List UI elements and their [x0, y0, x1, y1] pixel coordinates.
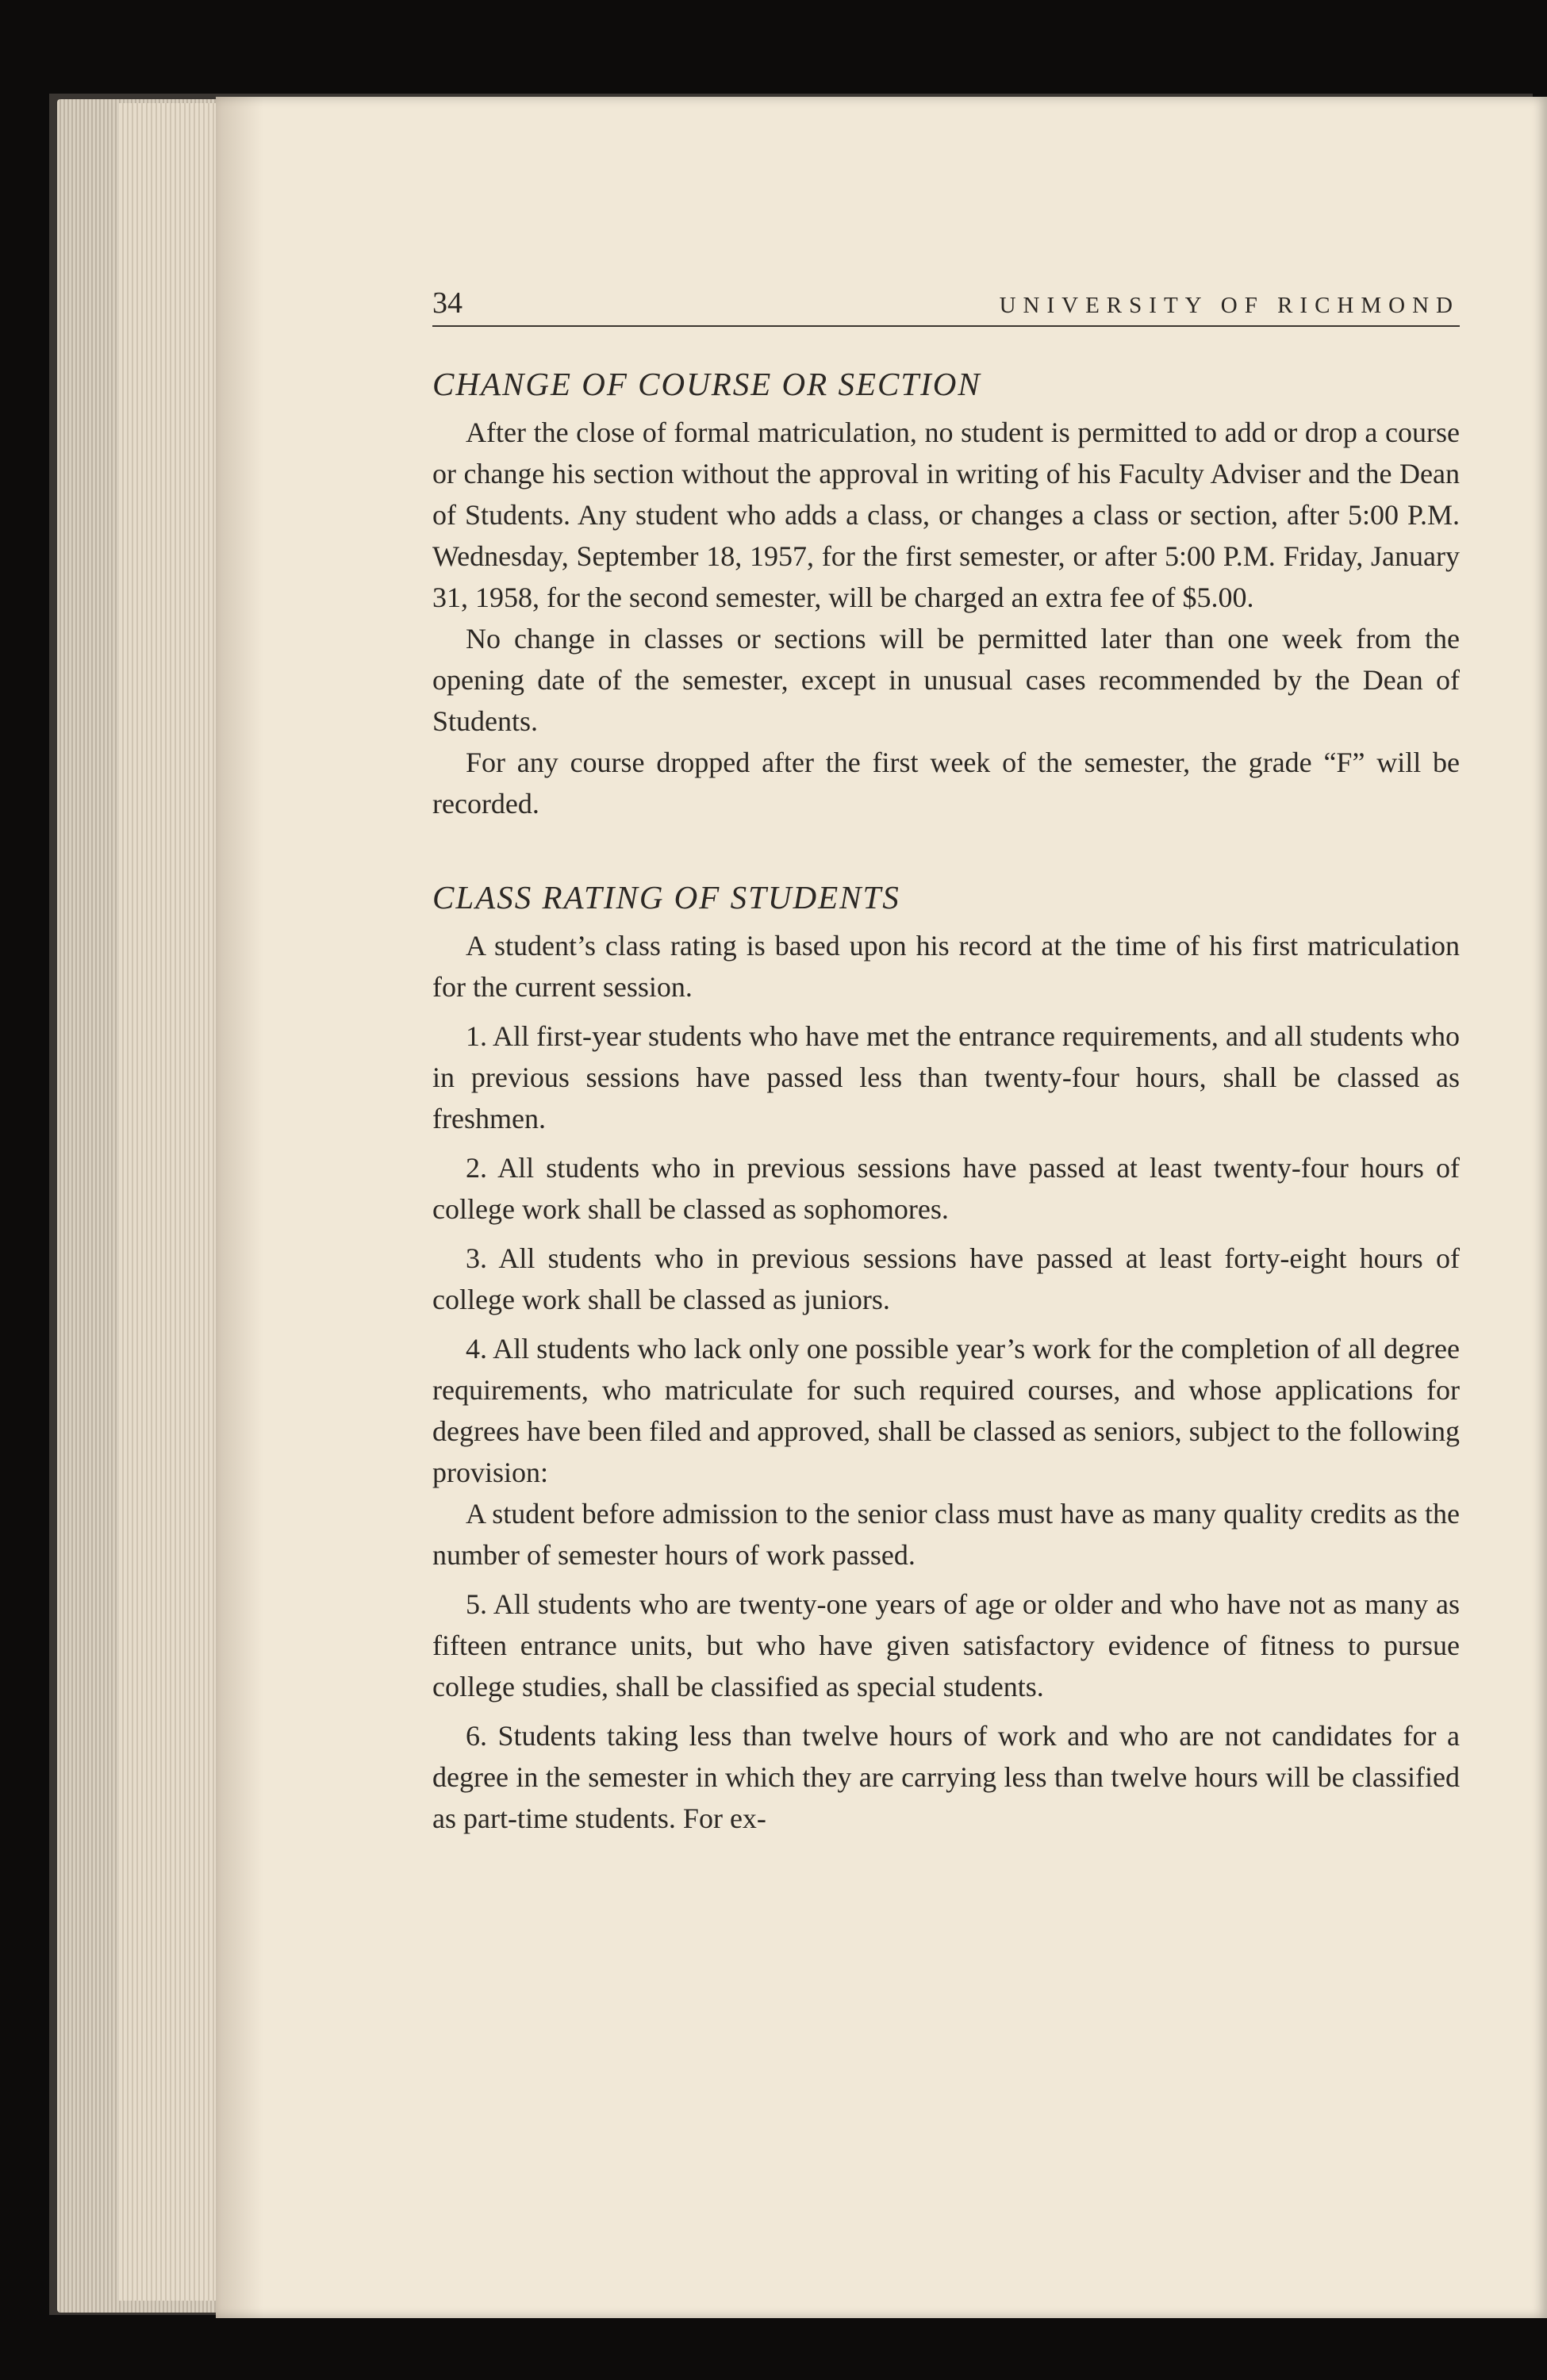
page-content: [432, 286, 1460, 1839]
running-head: [432, 286, 1460, 327]
list-item: 1. All first-year students who have met the entrance requirements, and all students who in previous sessions have passed less than twenty-four hours, shall be classed as freshmen.: [432, 1020, 1460, 1135]
paragraph: For any course dropped after the first week of the semester, the grade “F” will be recorded.: [432, 747, 1460, 820]
section-heading-class-rating: CLASS RATING OF STUDENTS: [432, 879, 900, 916]
list-item: 3. All students who in previous sessions have passed at least forty-eight hours of college work shall be classed as juniors.: [432, 1242, 1460, 1316]
section-heading-change-of-course: CHANGE OF COURSE OR SECTION: [432, 366, 981, 402]
list-item: 6. Students taking less than twelve hours of work and who are not candidates for a degree in the semester in which they are carrying less than twelve hours will be classified as part-time students. For ex-: [432, 1720, 1460, 1835]
list-item: 5. All students who are twenty-one years of age or older and who have not as many as fifteen entrance units, but who have given satisfactory evidence of fitness to pursue college studies, shall be classified as special students.: [432, 1588, 1460, 1703]
paragraph: A student’s class rating is based upon his record at the time of his first matriculation for the current session.: [432, 930, 1460, 1004]
spine-shadow: [216, 97, 263, 2318]
paragraph: A student before admission to the senior class must have as many quality credits as the number of semester hours of work passed.: [432, 1498, 1460, 1572]
page-number: 34: [432, 286, 463, 320]
paragraph: After the close of formal matriculation, no student is permitted to add or drop a course or change his section without the approval in writing of his Faculty Adviser and the Dean of Students. Any student who adds a class, or changes a class or section, after 5:00 P.M. Wednesday, September 18, 1957, for the first semester, or after 5:00 P.M. Friday, January 31, 1958, for the second semester, will be charged an extra fee of $5.00.: [432, 416, 1460, 614]
list-item: 2. All students who in previous sessions have passed at least twenty-four hours of college work shall be classed as sophomores.: [432, 1152, 1460, 1226]
running-head-title: UNIVERSITY OF RICHMOND: [999, 293, 1460, 318]
list-item: 4. All students who lack only one possible year’s work for the completion of all degree requirements, who matriculate for such required courses, and whose applications for degrees have been filed and approved, shall be classed as seniors, subject to the following provision:: [432, 1333, 1460, 1489]
paragraph: No change in classes or sections will be permitted later than one week from the opening date of the semester, except in unusual cases recommended by the Dean of Students.: [432, 623, 1460, 738]
